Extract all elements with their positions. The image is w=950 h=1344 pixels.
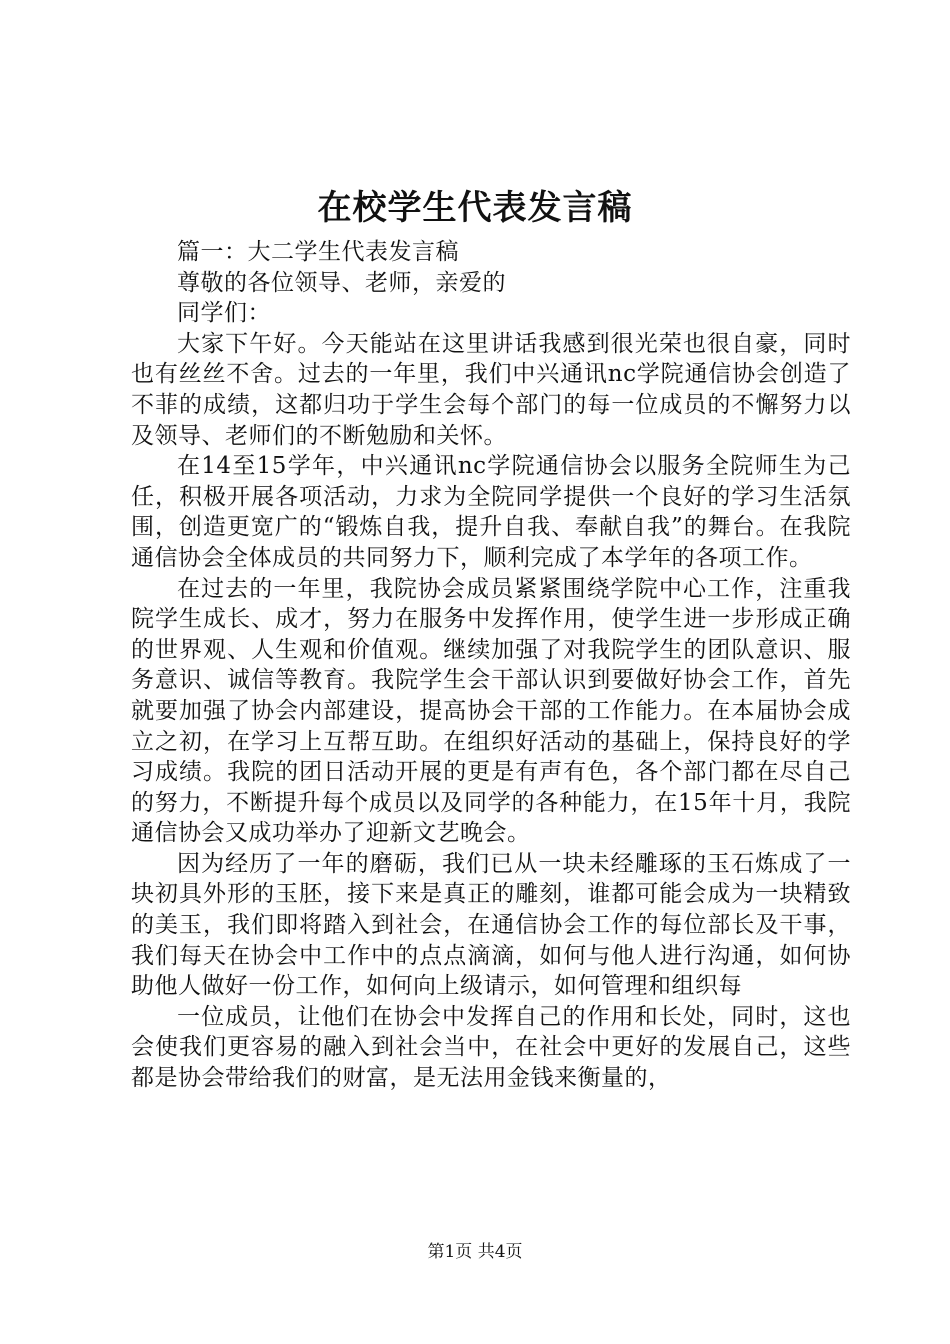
body-paragraph: 一位成员，让他们在协会中发挥自己的作用和长处，同时，这也会使我们更容易的融入到社会当中，在社会中更好的发展自己，这些都是协会带给我们的财富，是无法用金钱来衡量的， bbox=[131, 1003, 851, 1092]
page-number-footer: 第1页 共4页 bbox=[427, 1242, 523, 1262]
document-title: 在校学生代表发言稿 bbox=[317, 188, 633, 228]
document-body bbox=[131, 237, 851, 1094]
body-paragraph: 大家下午好。今天能站在这里讲话我感到很光荣也很自豪，同时也有丝丝不舍。过去的一年里，我们中兴通讯nc学院通信协会创造了不菲的成绩，这都归功于学生会每个部门的每一位成员的不懈努力以及领导、老师们的不断勉励和关怀。 bbox=[131, 330, 851, 449]
body-paragraph: 在过去的一年里，我院协会成员紧紧围绕学院中心工作，注重我院学生成长、成才，努力在服务中发挥作用，使学生进一步形成正确的世界观、人生观和价值观。继续加强了对我院学生的团队意识、服务意识、诚信等教育。我院学生会干部认识到要做好协会工作，首先就要加强了协会内部建设，提高协会干部的工作能力。在本届协会成立之初，在学习上互帮互助。在组织好活动的基础上，保持良好的学习成绩。我院的团日活动开展的更是有声有色，各个部门都在尽自己的努力，不断提升每个成员以及同学的各种能力，在15年十月，我院通信协会又成功举办了迎新文艺晚会。 bbox=[131, 575, 851, 847]
body-paragraph: 因为经历了一年的磨砺，我们已从一块未经雕琢的玉石炼成了一块初具外形的玉胚，接下来是真正的雕刻，谁都可能会成为一块精致的美玉，我们即将踏入到社会，在通信协会工作的每位部长及干事，我们每天在协会中工作中的点点滴滴，如何与他人进行沟通，如何协助他人做好一份工作，如何向上级请示，如何管理和组织每 bbox=[131, 850, 851, 1000]
salutation-line: 尊敬的各位领导、老师，亲爱的 bbox=[177, 269, 506, 296]
salutation-line: 同学们： bbox=[177, 300, 271, 327]
body-paragraph: 在14至15学年，中兴通讯nc学院通信协会以服务全院师生为己任，积极开展各项活动，力求为全院同学提供一个良好的学习生活氛围，创造更宽广的“锻炼自我，提升自我、奉献自我”的舞台。在我院通信协会全体成员的共同努力下，顺利完成了本学年的各项工作。 bbox=[131, 453, 851, 571]
section-heading: 篇一：大二学生代表发言稿 bbox=[177, 239, 459, 265]
